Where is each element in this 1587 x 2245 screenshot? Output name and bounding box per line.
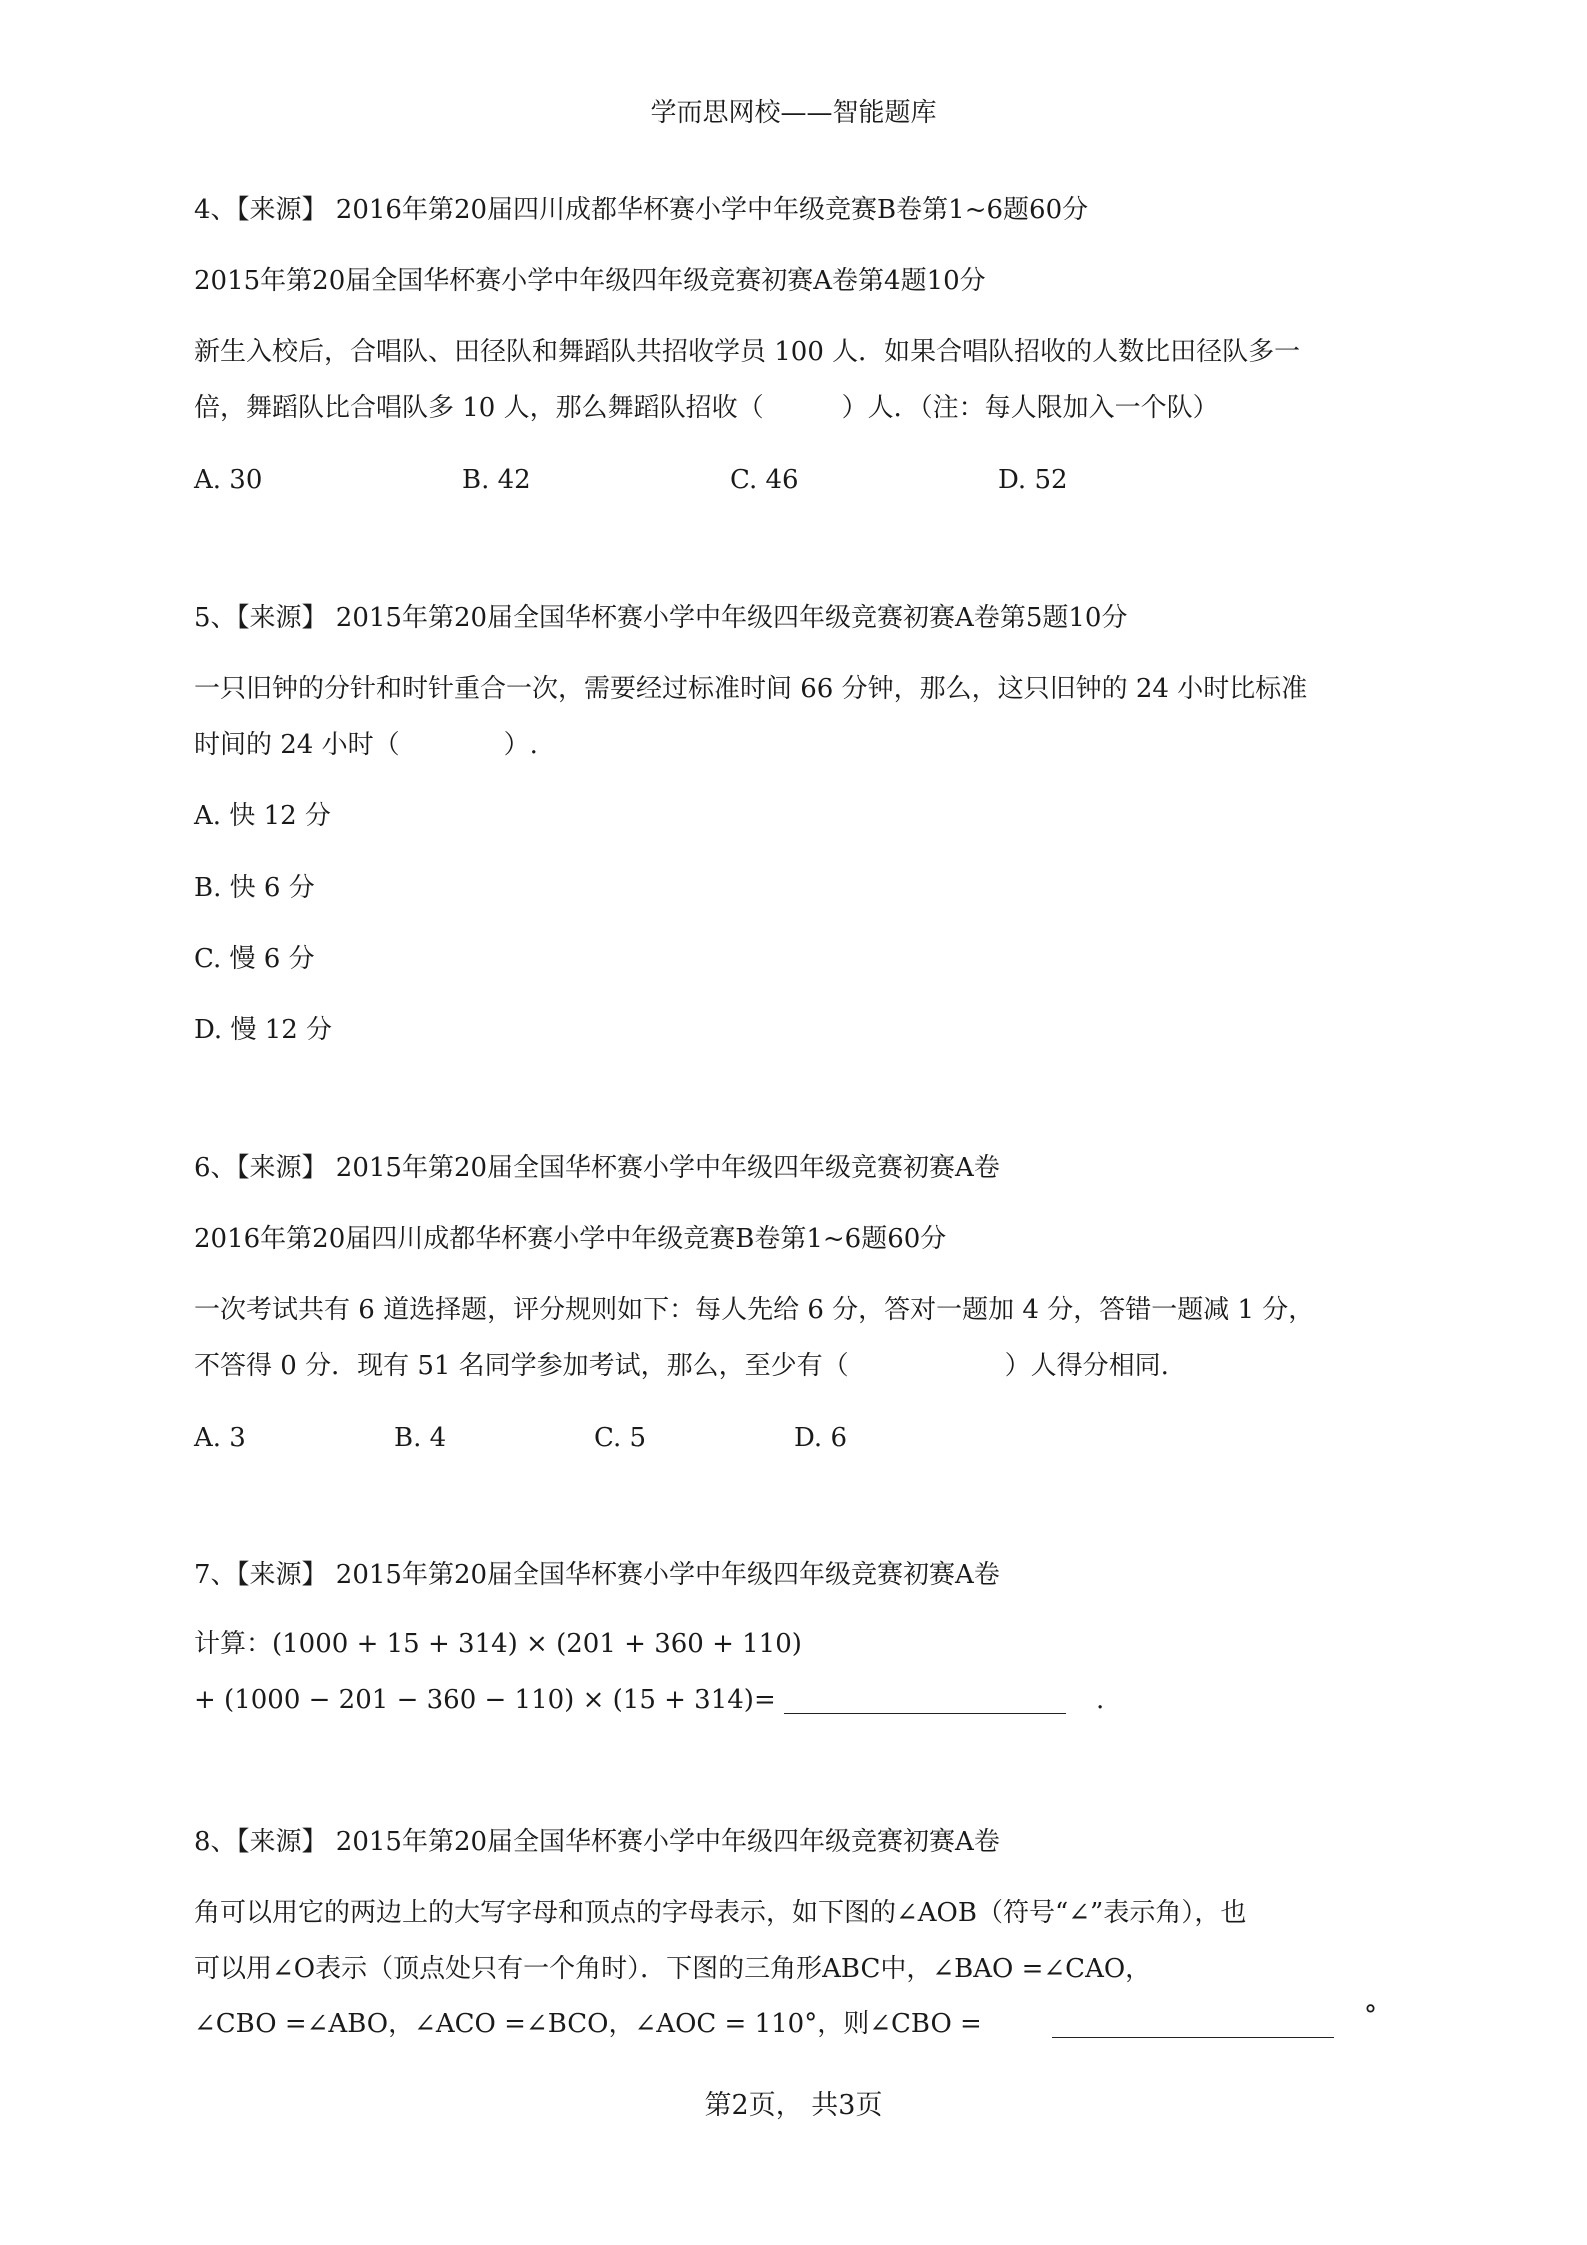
q5-option-d: D. 慢 12 分 bbox=[194, 1015, 333, 1045]
q4-option-a: A. 30 bbox=[194, 465, 263, 495]
page-footer: 第2页， 共3页 bbox=[704, 2090, 883, 2121]
page-header: 学而思网校——智能题库 bbox=[650, 98, 937, 128]
q5-option-c: C. 慢 6 分 bbox=[194, 944, 315, 974]
q5-question-line-1: 一只旧钟的分针和时针重合一次，需要经过标准时间 66 分钟，那么，这只旧钟的 24 小时比标准 bbox=[194, 674, 1308, 704]
q4-question-line-2: 倍，舞蹈队比合唱队多 10 人，那么舞蹈队招收（ ）人．（注：每人限加入一个队） bbox=[194, 393, 1219, 423]
q5-question-line-2: 时间的 24 小时（ ）. bbox=[194, 730, 538, 760]
q8-question-line-3: ∠CBO =∠ABO，∠ACO =∠BCO，∠AOC = 110°，则∠CBO = bbox=[194, 2009, 982, 2039]
q4-option-c: C. 46 bbox=[730, 465, 799, 495]
q6-option-b: B. 4 bbox=[394, 1423, 447, 1453]
q6-option-c: C. 5 bbox=[594, 1423, 647, 1453]
q5-option-b: B. 快 6 分 bbox=[194, 873, 315, 903]
q7-source-line-1: 7、【来源】 2015年第20届全国华杯赛小学中年级四年级竞赛初赛A卷 bbox=[194, 1560, 1000, 1590]
q4-source-line-1: 4、【来源】 2016年第20届四川成都华杯赛小学中年级竞赛B卷第1~6题60分 bbox=[194, 195, 1089, 225]
q7-expression-line-1: 计算：(1000 + 15 + 314) × (201 + 360 + 110) bbox=[194, 1629, 802, 1659]
q8-degree-symbol: ° bbox=[1364, 2001, 1377, 2031]
q6-question-line-1: 一次考试共有 6 道选择题，评分规则如下：每人先给 6 分，答对一题加 4 分，答错一题减 1 分， bbox=[194, 1295, 1315, 1325]
q4-option-b: B. 42 bbox=[462, 465, 531, 495]
q7-expression-line-2: + (1000 − 201 − 360 − 110) × (15 + 314)= bbox=[194, 1685, 776, 1715]
q7-answer-blank bbox=[784, 1713, 1066, 1714]
q6-option-a: A. 3 bbox=[194, 1423, 246, 1453]
q7-end-period: . bbox=[1096, 1685, 1105, 1715]
q4-option-d: D. 52 bbox=[998, 465, 1068, 495]
q8-question-line-1: 角可以用它的两边上的大写字母和顶点的字母表示，如下图的∠AOB（符号“∠”表示角），也 bbox=[194, 1898, 1247, 1928]
q4-source-line-2: 2015年第20届全国华杯赛小学中年级四年级竞赛初赛A卷第4题10分 bbox=[194, 266, 986, 296]
q6-option-d: D. 6 bbox=[794, 1423, 847, 1453]
q6-source-line-1: 6、【来源】 2015年第20届全国华杯赛小学中年级四年级竞赛初赛A卷 bbox=[194, 1153, 1000, 1183]
q8-source-line-1: 8、【来源】 2015年第20届全国华杯赛小学中年级四年级竞赛初赛A卷 bbox=[194, 1827, 1000, 1857]
q5-source-line-1: 5、【来源】 2015年第20届全国华杯赛小学中年级四年级竞赛初赛A卷第5题10分 bbox=[194, 603, 1128, 633]
q6-source-line-2: 2016年第20届四川成都华杯赛小学中年级竞赛B卷第1~6题60分 bbox=[194, 1224, 947, 1254]
q8-answer-blank bbox=[1052, 2037, 1334, 2038]
q6-question-line-2: 不答得 0 分．现有 51 名同学参加考试，那么，至少有（ ）人得分相同. bbox=[194, 1351, 1169, 1381]
q4-question-line-1: 新生入校后，合唱队、田径队和舞蹈队共招收学员 100 人．如果合唱队招收的人数比田径队多一 bbox=[194, 337, 1301, 367]
q5-option-a: A. 快 12 分 bbox=[194, 801, 331, 831]
q8-question-line-2: 可以用∠O表示（顶点处只有一个角时）．下图的三角形ABC中，∠BAO =∠CAO， bbox=[194, 1954, 1152, 1984]
